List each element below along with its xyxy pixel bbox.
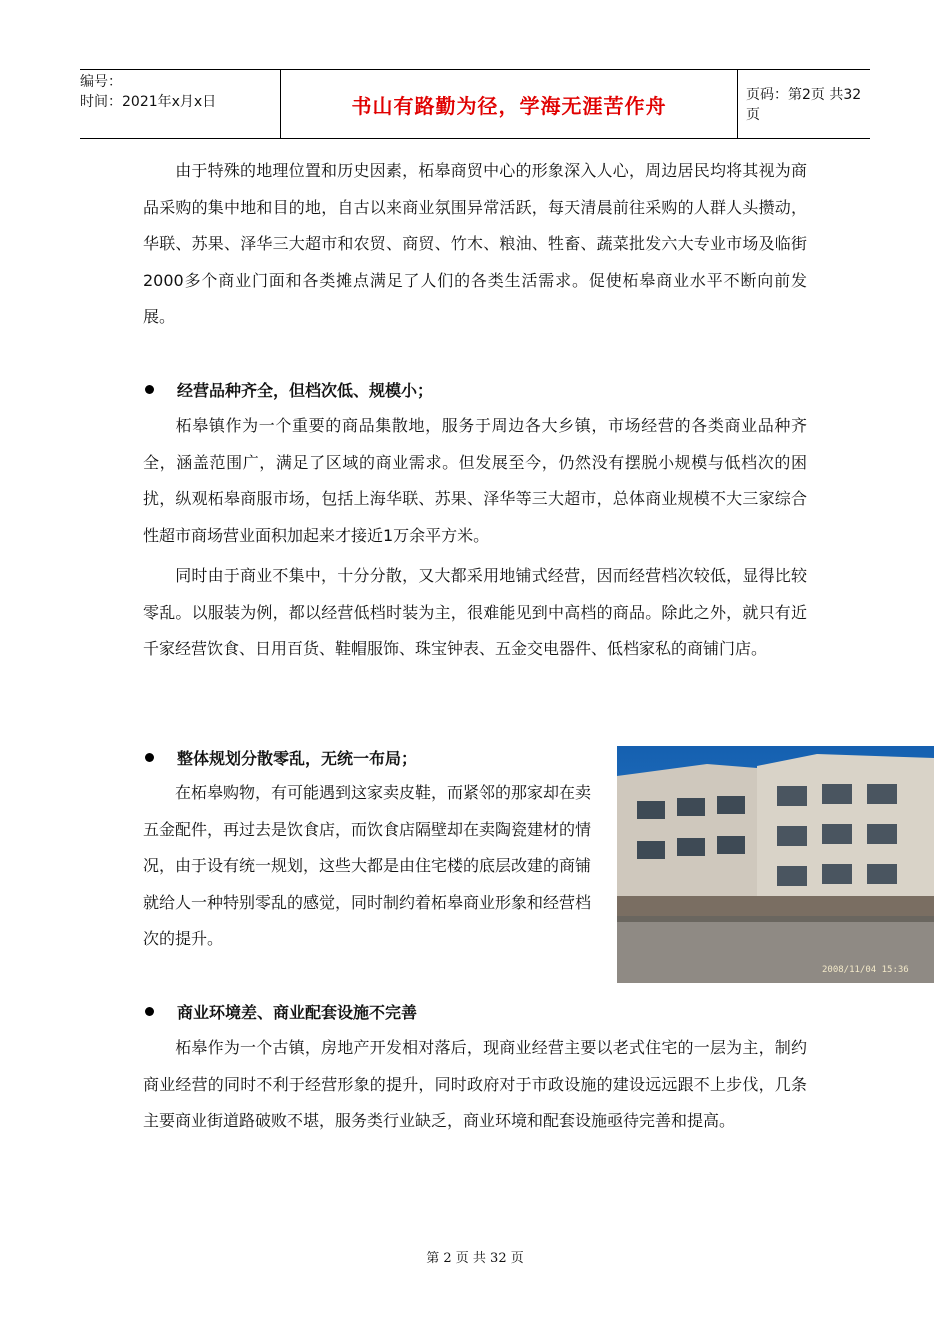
bullet-icon <box>145 385 154 394</box>
section1-paragraph-1: 柘皋镇作为一个重要的商品集散地，服务于周边各大乡镇，市场经营的各类商业品种齐全，涵盖范围广，满足了区域的商业需求。但发展至今，仍然没有摆脱小规模与低档次的困扰，纵观柘皋商服市场，包括上海华联、苏果、泽华等三大超市，总体商业规模不大三家综合性超市商场营业面积加起来才接近1万余平方米。 <box>143 416 807 545</box>
document-date: 时间：2021年x月x日 <box>80 94 217 110</box>
header-page-info: 页码：第2页 共32页 <box>746 87 862 123</box>
page-footer: 第 2 页 共 32 页 <box>426 1251 524 1266</box>
section2-paragraph: 在柘皋购物，有可能遇到这家卖皮鞋，而紧邻的那家却在卖 五金配件，再过去是饮食店，而饮食店隔壁却在卖陶瓷建材的情 况，由于设有统一规划，这些大都是由住宅楼的底层改建的商铺 就给人一种特别零乱的感觉，同时制约着柘皋商业形象和经营档 次的提升。 <box>143 783 592 948</box>
section2-heading: 整体规划分散零乱，无统一布局； <box>145 747 417 771</box>
header-meta <box>80 70 280 140</box>
section3-heading: 商业环境差、商业配套设施不完善 <box>145 1001 417 1025</box>
page-header <box>80 69 870 139</box>
bullet-icon <box>145 1007 154 1016</box>
section1-heading: 经营品种齐全，但档次低、规模小； <box>145 379 433 403</box>
header-motto: 书山有路勤为径，学海无涯苦作舟 <box>280 70 738 138</box>
section1-paragraph-2: 同时由于商业不集中，十分分散，又大都采用地铺式经营，因而经营档次较低，显得比较零乱。以服装为例，都以经营低档时装为主，很难能见到中高档的商品。除此之外，就只有近千家经营饮食、日用百货、鞋帽服饰、珠宝钟表、五金交电器件、低档家私的商铺门店。 <box>143 566 807 658</box>
document-number-label: 编号： <box>80 74 122 90</box>
photo-timestamp: 2008/11/04 15:36 <box>822 965 909 975</box>
street-buildings-image <box>617 746 934 983</box>
street-photo <box>617 746 934 983</box>
bullet-icon <box>145 753 154 762</box>
intro-paragraph: 由于特殊的地理位置和历史因素，柘皋商贸中心的形象深入人心，周边居民均将其视为商品采购的集中地和目的地，自古以来商业氛围异常活跃，每天清晨前往采购的人群人头攒动，华联、苏果、泽华三大超市和农贸、商贸、竹木、粮油、牲畜、蔬菜批发六大专业市场及临街2000多个商业门面和各类摊点满足了人们的各类生活需求。促使柘皋商业水平不断向前发展。 <box>143 161 807 326</box>
section3-paragraph: 柘皋作为一个古镇，房地产开发相对落后，现商业经营主要以老式住宅的一层为主，制约商业经营的同时不利于经营形象的提升，同时政府对于市政设施的建设远远跟不上步伐，几条主要商业街道路破败不堪，服务类行业缺乏，商业环境和配套设施亟待完善和提高。 <box>143 1038 807 1130</box>
